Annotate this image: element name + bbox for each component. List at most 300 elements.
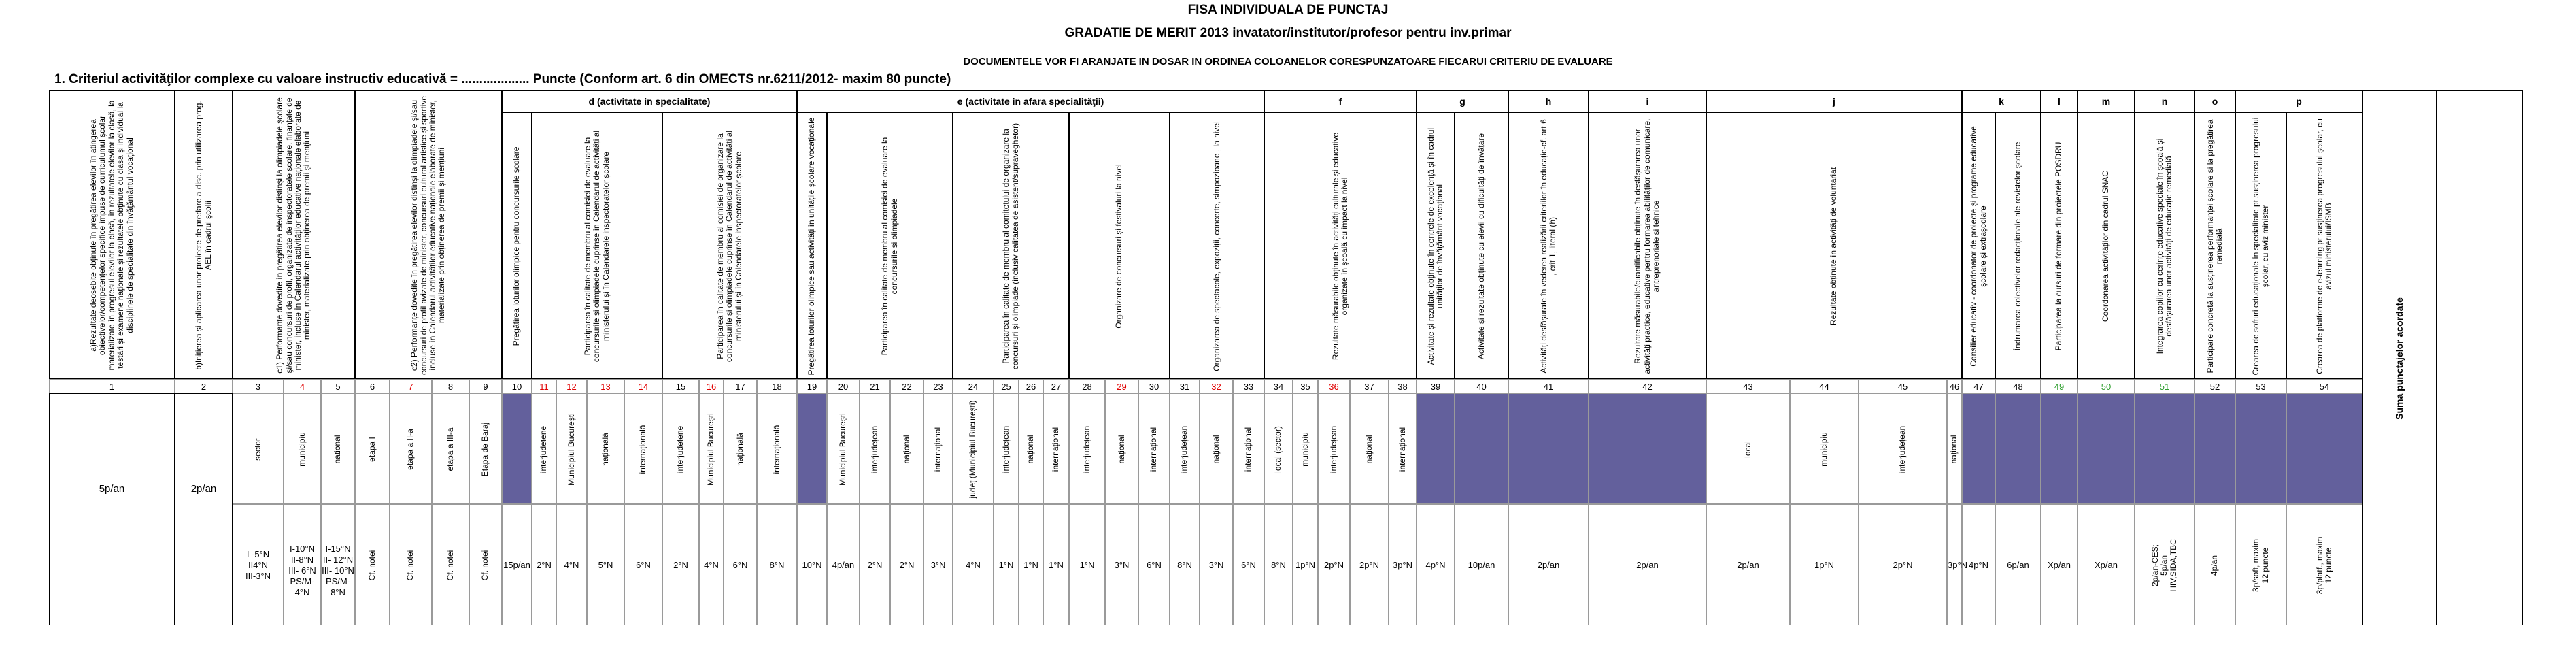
level-label: interjudețean bbox=[1000, 425, 1011, 474]
column-number-text: 6 bbox=[369, 382, 375, 392]
points-text: 3p/soft, maxim 12 puncte bbox=[2251, 538, 2270, 593]
points-cell bbox=[1350, 504, 1389, 625]
column-description: Organizarea de spectacole, expoziții, concerte, simpozioane , la nivel bbox=[1211, 121, 1221, 371]
column-number bbox=[2194, 379, 2235, 393]
column-number-text: 19 bbox=[807, 382, 817, 392]
column-number bbox=[1417, 379, 1455, 393]
points-text: 2p°N bbox=[1893, 560, 1913, 570]
column-number bbox=[1293, 379, 1318, 393]
points-text: 10p/an bbox=[1468, 560, 1495, 570]
points-text: 2p/an bbox=[1636, 560, 1659, 570]
group-header-i bbox=[1589, 90, 1706, 112]
column-number-text: 37 bbox=[1364, 382, 1374, 392]
level-cell bbox=[1790, 393, 1859, 504]
column-description: Participare concretă la susținerea performanței școlare și la pregătirea remedială bbox=[2205, 119, 2224, 374]
points-cell bbox=[1200, 504, 1233, 625]
description-e5 bbox=[1170, 112, 1264, 379]
level-cell bbox=[532, 393, 556, 504]
points-text: 4p/an bbox=[832, 560, 855, 570]
level-label: internațional bbox=[932, 427, 943, 472]
points-text: 1°N bbox=[1023, 560, 1038, 570]
column-number bbox=[1455, 379, 1508, 393]
column-number bbox=[724, 379, 757, 393]
column-number bbox=[1019, 379, 1043, 393]
column-number-text: 31 bbox=[1179, 382, 1190, 392]
column-number bbox=[284, 379, 321, 393]
points-text: 4p/an bbox=[2209, 555, 2220, 576]
points-cell bbox=[1589, 504, 1706, 625]
level-label: interjudetene bbox=[675, 425, 685, 474]
column-description: b)Inițierea și aplicarea unor proiecte de predare a disc. prin utilizarea prog. AEL în cadrul școlii bbox=[194, 101, 213, 370]
level-cell bbox=[469, 393, 502, 504]
points-text: 2°N bbox=[867, 560, 883, 570]
level-cell bbox=[1389, 393, 1417, 504]
column-number-text: 50 bbox=[2101, 382, 2112, 392]
points-cell bbox=[1859, 504, 1947, 625]
points-text: 5p/an bbox=[99, 483, 125, 495]
level-label: local bbox=[1742, 441, 1752, 458]
level-cell bbox=[556, 393, 587, 504]
points-cell bbox=[953, 504, 994, 625]
column-number-text: 44 bbox=[1819, 382, 1829, 392]
points-cell bbox=[321, 504, 355, 625]
description-o bbox=[2194, 112, 2235, 379]
level-cell bbox=[994, 393, 1019, 504]
column-number bbox=[1962, 379, 1995, 393]
column-number bbox=[1043, 379, 1069, 393]
points-cell bbox=[432, 504, 469, 625]
level-cell bbox=[923, 393, 953, 504]
column-number-text: 26 bbox=[1026, 382, 1036, 392]
points-cell bbox=[355, 504, 390, 625]
column-number-text: 41 bbox=[1543, 382, 1554, 392]
points-text: 1p°N bbox=[1295, 560, 1316, 570]
description-e4 bbox=[1069, 112, 1170, 379]
description-m bbox=[2078, 112, 2135, 379]
column-number bbox=[390, 379, 432, 393]
group-label: p bbox=[2296, 96, 2302, 107]
points-cell bbox=[1995, 504, 2041, 625]
group-label: l bbox=[2058, 96, 2061, 107]
points-cell bbox=[1455, 504, 1508, 625]
level-cell bbox=[1105, 393, 1138, 504]
group-label: g bbox=[1459, 96, 1465, 107]
form-note: DOCUMENTELE VOR FI ARANJATE IN DOSAR IN ORDINEA COLOANELOR CORESPUNZATOARE FIECARUI CRITERIU DE EVALUARE bbox=[963, 56, 1613, 67]
shaded-cell bbox=[1962, 393, 1995, 504]
group-header-p bbox=[2235, 90, 2362, 112]
points-cell bbox=[724, 504, 757, 625]
points-text: 6°N bbox=[636, 560, 651, 570]
level-label: municipiu bbox=[1818, 432, 1829, 467]
column-description: Suma punctajelor acordate bbox=[2393, 297, 2405, 420]
points-cell bbox=[1318, 504, 1350, 625]
description-n bbox=[2135, 112, 2194, 379]
column-number bbox=[1200, 379, 1233, 393]
level-label: național bbox=[1363, 435, 1374, 464]
points-text: 6°N bbox=[1147, 560, 1162, 570]
points-text: 1°N bbox=[998, 560, 1014, 570]
column-number bbox=[1105, 379, 1138, 393]
column-number-text: 24 bbox=[968, 382, 979, 392]
description-k2 bbox=[1995, 112, 2041, 379]
points-cell bbox=[923, 504, 953, 625]
points-text: 8°N bbox=[1177, 560, 1192, 570]
description-p1 bbox=[2235, 112, 2286, 379]
points-b bbox=[175, 393, 233, 625]
level-label: internațional bbox=[1243, 427, 1253, 472]
column-number-text: 47 bbox=[1973, 382, 1984, 392]
column-number bbox=[1138, 379, 1170, 393]
column-number bbox=[1790, 379, 1859, 393]
column-number bbox=[757, 379, 797, 393]
column-number-text: 4 bbox=[299, 382, 305, 392]
points-text: 2p°N bbox=[1359, 560, 1380, 570]
column-number-text: 52 bbox=[2209, 382, 2220, 392]
column-description: Organizare de concursuri și festivaluri la nivel bbox=[1114, 164, 1124, 329]
points-cell bbox=[890, 504, 923, 625]
points-cell bbox=[2041, 504, 2078, 625]
points-text: 2p/an bbox=[1537, 560, 1560, 570]
column-number bbox=[2286, 379, 2362, 393]
description-b bbox=[175, 90, 233, 379]
points-text: 2°N bbox=[537, 560, 552, 570]
level-cell bbox=[1170, 393, 1200, 504]
shaded-cell bbox=[1508, 393, 1589, 504]
points-cell bbox=[2235, 504, 2286, 625]
points-cell bbox=[1293, 504, 1318, 625]
points-cell bbox=[1508, 504, 1589, 625]
group-label: k bbox=[1999, 96, 2004, 107]
level-label: național bbox=[1116, 435, 1126, 464]
points-text: 4p°N bbox=[1425, 560, 1446, 570]
level-cell bbox=[1264, 393, 1293, 504]
column-number-text: 30 bbox=[1149, 382, 1159, 392]
level-cell bbox=[1233, 393, 1264, 504]
column-number bbox=[699, 379, 724, 393]
column-number-text: 36 bbox=[1329, 382, 1339, 392]
level-cell bbox=[662, 393, 699, 504]
column-number-text: 40 bbox=[1476, 382, 1487, 392]
column-number-text: 11 bbox=[539, 382, 549, 392]
group-header-j bbox=[1706, 90, 1962, 112]
column-number bbox=[662, 379, 699, 393]
column-number-text: 42 bbox=[1642, 382, 1653, 392]
points-cell bbox=[1043, 504, 1069, 625]
level-cell bbox=[890, 393, 923, 504]
level-cell bbox=[355, 393, 390, 504]
column-number-text: 39 bbox=[1430, 382, 1441, 392]
level-cell bbox=[1069, 393, 1105, 504]
points-text: 8°N bbox=[769, 560, 785, 570]
level-cell bbox=[624, 393, 662, 504]
column-number-text: 5 bbox=[335, 382, 341, 392]
column-number-text: 12 bbox=[566, 382, 577, 392]
level-cell bbox=[1293, 393, 1318, 504]
group-header-o bbox=[2194, 90, 2235, 112]
points-text: Xp/an bbox=[2095, 560, 2118, 570]
description-g2 bbox=[1455, 112, 1508, 379]
points-cell bbox=[2078, 504, 2135, 625]
column-number bbox=[1350, 379, 1389, 393]
column-number-text: 16 bbox=[706, 382, 717, 392]
level-label: etapa a II-a bbox=[405, 429, 416, 470]
level-label: Etapa de Baraj bbox=[480, 422, 490, 477]
group-label: j bbox=[1833, 96, 1835, 107]
group-label: f bbox=[1338, 96, 1342, 107]
group-label: o bbox=[2211, 96, 2218, 107]
column-number-text: 9 bbox=[483, 382, 488, 392]
group-header-e bbox=[797, 90, 1264, 112]
description-d1 bbox=[502, 112, 532, 379]
points-text: I-15°N II- 12°N III- 10°N PS/M-8°N bbox=[322, 544, 354, 597]
column-description: Consilier educativ - coordonator de proiecte și programe educative școlare și extrașcolare bbox=[1969, 126, 1988, 367]
points-cell bbox=[2194, 504, 2235, 625]
level-cell bbox=[1043, 393, 1069, 504]
column-description: Activități desfășurate în vederea realizării criteriilor în educație-cf. art 6 , crit 1, literal (h) bbox=[1538, 119, 1557, 374]
column-number bbox=[587, 379, 624, 393]
points-text: I -5°N II4°N III-3°N bbox=[245, 549, 271, 581]
points-cell bbox=[1389, 504, 1417, 625]
form-subtitle: GRADATIE DE MERIT 2013 invatator/institutor/profesor pentru inv.primar bbox=[1064, 26, 1512, 40]
column-number bbox=[827, 379, 860, 393]
shaded-cell bbox=[2078, 393, 2135, 504]
points-cell bbox=[827, 504, 860, 625]
column-description: c1) Performanțe dovedite în pregătirea elevilor distinşi la olimpiadele şcolare şi/sau concursuri de profil, organizate de inspectoratele școlare, finanțate de minister, incluse în Calendarul activităților educative naționale elaborate de minister, materializate prin obținerea de premii și mențiuni bbox=[275, 97, 312, 374]
column-number bbox=[624, 379, 662, 393]
points-cell bbox=[1233, 504, 1264, 625]
column-number-text: 32 bbox=[1211, 382, 1221, 392]
column-number bbox=[1947, 379, 1962, 393]
column-number bbox=[1264, 379, 1293, 393]
column-number bbox=[797, 379, 827, 393]
shaded-cell bbox=[1589, 393, 1706, 504]
level-label: municipiu bbox=[1300, 432, 1310, 467]
description-c2 bbox=[355, 90, 502, 379]
level-cell bbox=[757, 393, 797, 504]
points-text: 2p°N bbox=[1323, 560, 1344, 570]
level-label: interjudețean bbox=[1179, 425, 1189, 474]
column-number bbox=[556, 379, 587, 393]
points-text: Cf. notei bbox=[405, 550, 416, 581]
column-description: Participarea în calitate de membru al comitetului de organizare la concursuri și olimpiade (inclusiv calitatea de asistent/supraveghetor) bbox=[1001, 122, 1020, 370]
level-cell bbox=[1947, 393, 1962, 504]
column-number-text: 13 bbox=[600, 382, 611, 392]
description-l bbox=[2041, 112, 2078, 379]
column-description: Pregătirea loturilor olimpice pentru concursurile școlare bbox=[511, 146, 522, 346]
points-cell bbox=[1138, 504, 1170, 625]
column-description: Rezultate măsurabile obținute în activități culturale și educative organizate în școală cu impact la nivel bbox=[1330, 132, 1349, 361]
column-number-text: 27 bbox=[1051, 382, 1062, 392]
description-e1 bbox=[797, 112, 827, 379]
level-cell bbox=[699, 393, 724, 504]
column-number-text: 33 bbox=[1243, 382, 1254, 392]
column-description: c2) Performanțe dovedite în pregătirea elevilor distinşi la olimpiadele şi/sau concursuri de profil avizate de minister, concursuri cultural artistice și sportive incluse în Calendarul activităților educative naționale elaborate de minister, materializate prin obținerea de premii și mențiuni bbox=[409, 95, 447, 376]
column-description: Crearea de platforme de e-learning pt susținerea progresului școlar, cu avizul ministerului/ISMB bbox=[2314, 118, 2333, 374]
shaded-cell bbox=[502, 393, 532, 504]
column-number-text: 22 bbox=[902, 382, 912, 392]
points-text: 3°N bbox=[930, 560, 946, 570]
column-description: Crearea de softuri educaționale în specialitate pt susținerea progresului școlar, cu aviz minister bbox=[2251, 117, 2270, 376]
points-cell bbox=[1962, 504, 1995, 625]
sum-column bbox=[2362, 90, 2437, 625]
column-description: Participarea în calitate de membru al comisiei de evaluare la concursurile și olimpiadele cuprinse în Calendarul de activități al ministerului și în Calendarele inspectoratelor școlare bbox=[582, 130, 611, 363]
points-text: Xp/an bbox=[2048, 560, 2071, 570]
points-text: 3p/platf., maxim 12 puncte bbox=[2314, 536, 2333, 595]
points-a bbox=[49, 393, 175, 625]
group-header-m bbox=[2078, 90, 2135, 112]
column-number bbox=[1859, 379, 1947, 393]
points-cell bbox=[1706, 504, 1790, 625]
column-number bbox=[1589, 379, 1706, 393]
level-label: Municipiul București bbox=[566, 413, 576, 486]
description-g1 bbox=[1417, 112, 1455, 379]
group-label: i bbox=[1646, 96, 1649, 107]
column-number-text: 3 bbox=[255, 382, 261, 392]
column-number bbox=[432, 379, 469, 393]
level-label: internațional bbox=[1397, 427, 1407, 472]
level-label: național bbox=[1210, 435, 1221, 464]
level-label: sector bbox=[252, 438, 262, 461]
shaded-cell bbox=[797, 393, 827, 504]
points-cell bbox=[390, 504, 432, 625]
points-text: 2p/an-CES; 5p/an HIV,SIDA,TBC bbox=[2150, 539, 2178, 592]
level-cell bbox=[233, 393, 284, 504]
column-number bbox=[2135, 379, 2194, 393]
points-cell bbox=[469, 504, 502, 625]
criterion-line: 1. Criteriul activităţilor complexe cu valoare instructiv educativă = ................... Puncte (Conform art. 6 din OMECTS nr.6211/2012- maxim 80 puncte) bbox=[54, 72, 951, 86]
description-e3 bbox=[953, 112, 1069, 379]
column-number-text: 29 bbox=[1117, 382, 1127, 392]
level-cell bbox=[1200, 393, 1233, 504]
level-cell bbox=[1859, 393, 1947, 504]
column-description: a)Rezultate deosebite obţinute în pregătirea elevilor în atingerea obiectivelor/competenţelor specifice impuse de curriculumul şcolar materializate în progresul elevilor la clasă, în rezultatele elevilor la clasă, la testări şi examene naţionale şi rezultatele obţinute cu clasa și individual la disciplinele de specialitate din învăţământul vocaţional bbox=[88, 100, 135, 371]
points-cell bbox=[1105, 504, 1138, 625]
column-description: Rezultate măsurabile/cuantificabile obținute în desfășurarea unor activități practice, educative pentru formarea abilităților de comunicare, antreprenoriale și tehnice bbox=[1633, 118, 1661, 374]
points-cell bbox=[757, 504, 797, 625]
column-number bbox=[1233, 379, 1264, 393]
description-h bbox=[1508, 112, 1589, 379]
level-label: etapa I bbox=[367, 437, 377, 462]
column-number bbox=[1995, 379, 2041, 393]
column-number bbox=[233, 379, 284, 393]
points-cell bbox=[624, 504, 662, 625]
points-text: 1°N bbox=[1049, 560, 1064, 570]
level-cell bbox=[953, 393, 994, 504]
level-label: naționalā bbox=[600, 433, 610, 466]
level-cell bbox=[1318, 393, 1350, 504]
column-description: Integrarea copiilor cu cerințe educative speciale în școală și desfășurarea unor activități de educație remedială bbox=[2154, 138, 2173, 354]
description-i bbox=[1589, 112, 1706, 379]
level-cell bbox=[860, 393, 890, 504]
points-text: I-10°N II-8°N III- 6°N PS/M-4°N bbox=[288, 544, 316, 597]
group-label: d (activitate in specialitate) bbox=[588, 96, 711, 107]
points-text: 2p/an bbox=[1737, 560, 1759, 570]
column-number-text: 10 bbox=[511, 382, 522, 392]
group-label: m bbox=[2101, 96, 2111, 107]
points-text: 2°N bbox=[899, 560, 915, 570]
points-text: 3°N bbox=[1208, 560, 1224, 570]
description-e2 bbox=[827, 112, 953, 379]
points-text: 4°N bbox=[564, 560, 579, 570]
column-number bbox=[923, 379, 953, 393]
column-number bbox=[355, 379, 390, 393]
level-cell bbox=[587, 393, 624, 504]
description-d2 bbox=[532, 112, 662, 379]
description-p2 bbox=[2286, 112, 2362, 379]
column-number-text: 46 bbox=[1949, 382, 1960, 392]
points-cell bbox=[284, 504, 321, 625]
column-number bbox=[1706, 379, 1790, 393]
level-cell bbox=[1019, 393, 1043, 504]
column-number bbox=[1508, 379, 1589, 393]
level-label: local (sector) bbox=[1273, 426, 1283, 473]
column-number bbox=[890, 379, 923, 393]
points-cell bbox=[2135, 504, 2194, 625]
column-number bbox=[994, 379, 1019, 393]
points-cell bbox=[1019, 504, 1043, 625]
column-number bbox=[175, 379, 233, 393]
points-cell bbox=[532, 504, 556, 625]
points-cell bbox=[797, 504, 827, 625]
level-cell bbox=[724, 393, 757, 504]
column-number bbox=[1170, 379, 1200, 393]
description-d3 bbox=[662, 112, 797, 379]
column-number bbox=[2041, 379, 2078, 393]
level-cell bbox=[827, 393, 860, 504]
level-label: național bbox=[1026, 435, 1036, 464]
group-label: e (activitate in afara specialităţii) bbox=[957, 96, 1104, 107]
column-description: Activitate și rezultate obținute cu elevii cu dificultăți de învățare bbox=[1476, 133, 1486, 360]
points-cell bbox=[1069, 504, 1105, 625]
column-number-text: 28 bbox=[1082, 382, 1092, 392]
group-header-d bbox=[502, 90, 797, 112]
column-number bbox=[469, 379, 502, 393]
level-cell bbox=[390, 393, 432, 504]
points-text: 3p°N bbox=[1948, 560, 1968, 570]
points-text: Cf. notei bbox=[480, 550, 490, 581]
points-text: 10°N bbox=[802, 560, 822, 570]
level-label: Municipiul București bbox=[838, 413, 848, 486]
column-number-text: 21 bbox=[870, 382, 880, 392]
level-cell bbox=[1138, 393, 1170, 504]
points-text: 6p/an bbox=[2007, 560, 2029, 570]
column-number-text: 23 bbox=[933, 382, 943, 392]
column-number bbox=[2235, 379, 2286, 393]
description-c1 bbox=[233, 90, 355, 379]
level-label: internațional bbox=[1149, 427, 1159, 472]
points-text: 6°N bbox=[732, 560, 748, 570]
column-number-text: 51 bbox=[2159, 382, 2170, 392]
points-cell bbox=[502, 504, 532, 625]
points-cell bbox=[662, 504, 699, 625]
level-label: interjudetene bbox=[539, 425, 549, 474]
column-number-text: 38 bbox=[1397, 382, 1408, 392]
shaded-cell bbox=[1995, 393, 2041, 504]
level-label: interjudețean bbox=[1328, 425, 1338, 474]
column-number-text: 25 bbox=[1001, 382, 1011, 392]
points-text: 4p°N bbox=[1968, 560, 1989, 570]
group-label: n bbox=[2161, 96, 2168, 107]
group-label: h bbox=[1545, 96, 1552, 107]
group-header-l bbox=[2041, 90, 2078, 112]
column-number bbox=[2078, 379, 2135, 393]
level-cell bbox=[1350, 393, 1389, 504]
column-number-text: 7 bbox=[408, 382, 413, 392]
column-description: Participarea în calitate de membru al comisiei de organizare la concursurile și olimpiadele cuprinse în Calendarul de activități al ministerului și în Calendarele inspectoratelor școlare bbox=[715, 130, 743, 363]
column-description: Îndrumarea colectivelor redacționale ale revistelor școlare bbox=[2012, 142, 2022, 351]
level-label: national bbox=[333, 435, 343, 464]
column-number-text: 14 bbox=[638, 382, 649, 392]
